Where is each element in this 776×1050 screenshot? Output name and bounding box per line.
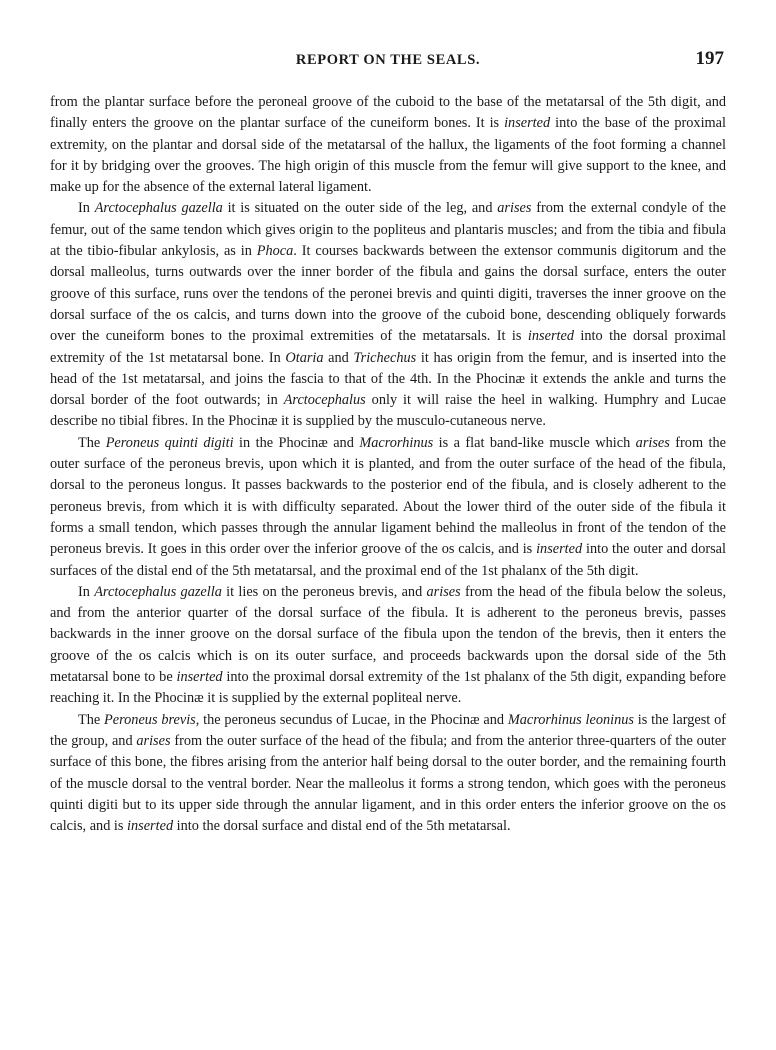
text-run: . It courses backwards between the extensor communis digitorum and the dorsal malleolus, turns outwards over the inner border of the fibula and gains the dorsal surface, enters the outer groove of this surface, runs over the tendons of the peronei brevis and quinti digiti, traverses the inner groove on the dorsal surface of the os calcis, and turns down into the groove of the cuboid bone, descending obliquely forwards over the cuneiform bones to the proximal extremities of the metatarsals. It is xyxy=(50,243,726,345)
text-run: it has origin from the femur, and is inserted into the head of the 1st metatarsal, and joins the fascia to that of the 4th. In the Phocinæ it extends the ankle and turns the dorsal border of the foot outwards; in xyxy=(50,349,726,409)
italic-run: Peroneus brevis xyxy=(104,711,196,728)
text-run: in the Phocinæ and xyxy=(233,434,360,451)
running-title: REPORT ON THE SEALS. xyxy=(295,52,481,68)
text-run: is the largest of the group, and xyxy=(50,711,727,749)
text-run: In xyxy=(78,200,95,217)
italic-run: Arctocephalus gazella xyxy=(94,200,223,217)
italic-run: arises xyxy=(497,200,532,217)
paragraph xyxy=(50,433,726,582)
italic-run: Otaria xyxy=(285,349,324,366)
italic-run: Trichechus xyxy=(353,349,417,366)
italic-run: inserted xyxy=(127,818,174,835)
italic-run: arises xyxy=(635,434,670,451)
italic-run: inserted xyxy=(527,328,574,345)
italic-run: Phoca xyxy=(256,243,294,260)
italic-run: inserted xyxy=(176,669,223,686)
page-number: 197 xyxy=(695,48,724,69)
paragraph xyxy=(50,582,726,710)
italic-run: inserted xyxy=(504,115,551,132)
italic-run: inserted xyxy=(536,541,583,558)
italic-run: Macrorhinus xyxy=(359,434,434,451)
italic-run: Arctocephalus gazella xyxy=(94,583,222,600)
text-run: The xyxy=(78,434,106,451)
text-run: it is situated on the outer side of the leg, and xyxy=(222,200,498,217)
text-run: and xyxy=(323,349,354,366)
text-run: In xyxy=(78,583,95,600)
text-run: from the outer surface of the peroneus brevis, upon which it is planted, and from the outer surface of the head of the fibula, dorsal to the peroneus longus. It passes backwards to the posterior end of the fibula, and is closely adherent to the peroneus brevis, from which it is with difficulty separated. About the lower third of the outer side of the fibula it forms a small tendon, which passes through the annular ligament behind the malleolus in front of the tendon of the peroneus brevis. It goes in this order over the inferior groove of the os calcis, and is xyxy=(50,434,726,558)
italic-run: Peroneus quinti digiti xyxy=(105,434,234,451)
text-run: into the base of the proximal extremity, on the plantar and dorsal side of the metatarsal of the hallux, the ligaments of the foot forming a channel for it by bridging over the grooves. The high origin of this muscle from the femur will give support to the knee, and make up for the absence of the external lateral ligament. xyxy=(50,115,726,196)
text-run: from the external condyle of the femur, out of the same tendon which gives origin to the popliteus and plantaris muscles; and from the tibia and fibula at the tibio-fibular ankylosis, as in xyxy=(50,200,726,260)
text-run: into the dorsal proximal extremity of the 1st metatarsal bone. In xyxy=(50,328,726,366)
body-text xyxy=(50,92,726,837)
page xyxy=(50,40,726,837)
text-run: only it will raise the heel in walking. Humphry and Lucae describe no tibial fibres. In the Phocinæ it is supplied by the musculo-cutaneous nerve. xyxy=(50,392,726,430)
paragraph xyxy=(50,198,726,432)
text-run: The xyxy=(78,711,105,728)
text-run: into the outer and dorsal surfaces of the distal end of the 5th metatarsal, and the proximal end of the 1st phalanx of the 5th digit. xyxy=(50,541,726,579)
paragraph xyxy=(50,92,726,198)
italic-run: Macrorhinus leoninus xyxy=(507,711,634,728)
text-run: into the dorsal surface and distal end of the 5th metatarsal. xyxy=(173,818,511,835)
text-run: from the outer surface of the head of the fibula; and from the anterior three-quarters of the outer surface of this bone, the fibres arising from the anterior half being dorsal to the outer border, and the remaining fourth of the muscle dorsal to the ventral border. Near the malleolus it forms a strong tendon, which goes with the peroneus quinti digiti but to its upper side through the annular ligament, and in this order enters the inferior groove on the os calcis, and is xyxy=(50,732,726,835)
text-run: from the plantar surface before the peroneal groove of the cuboid to the base of the metatarsal of the 5th digit, and finally enters the groove on the plantar surface of the cuneiform bones. It is xyxy=(50,94,726,132)
text-run: from the head of the fibula below the soleus, and from the anterior quarter of the dorsal surface of the fibula. It is adherent to the peroneus brevis, passes backwards in the inner groove on the dorsal surface of the fibula upon the tendon of the brevis, then it enters the groove of the os calcis which is on its outer surface, and proceeds backwards upon the dorsal side of the 5th metatarsal bone to be xyxy=(50,583,727,686)
italic-run: Arctocephalus xyxy=(283,392,366,409)
text-run: is a flat band-like muscle which xyxy=(433,434,636,451)
text-run: into the proximal dorsal extremity of the 1st phalanx of the 5th digit, expanding before reaching it. In the Phocinæ it is supplied by the external popliteal nerve. xyxy=(50,669,726,707)
italic-run: arises xyxy=(426,583,461,600)
text-run: it lies on the peroneus brevis, and xyxy=(221,583,427,600)
running-head xyxy=(50,40,726,74)
text-run: , the peroneus secundus of Lucae, in the Phocinæ and xyxy=(195,711,508,728)
italic-run: arises xyxy=(136,732,171,749)
paragraph xyxy=(50,710,726,838)
